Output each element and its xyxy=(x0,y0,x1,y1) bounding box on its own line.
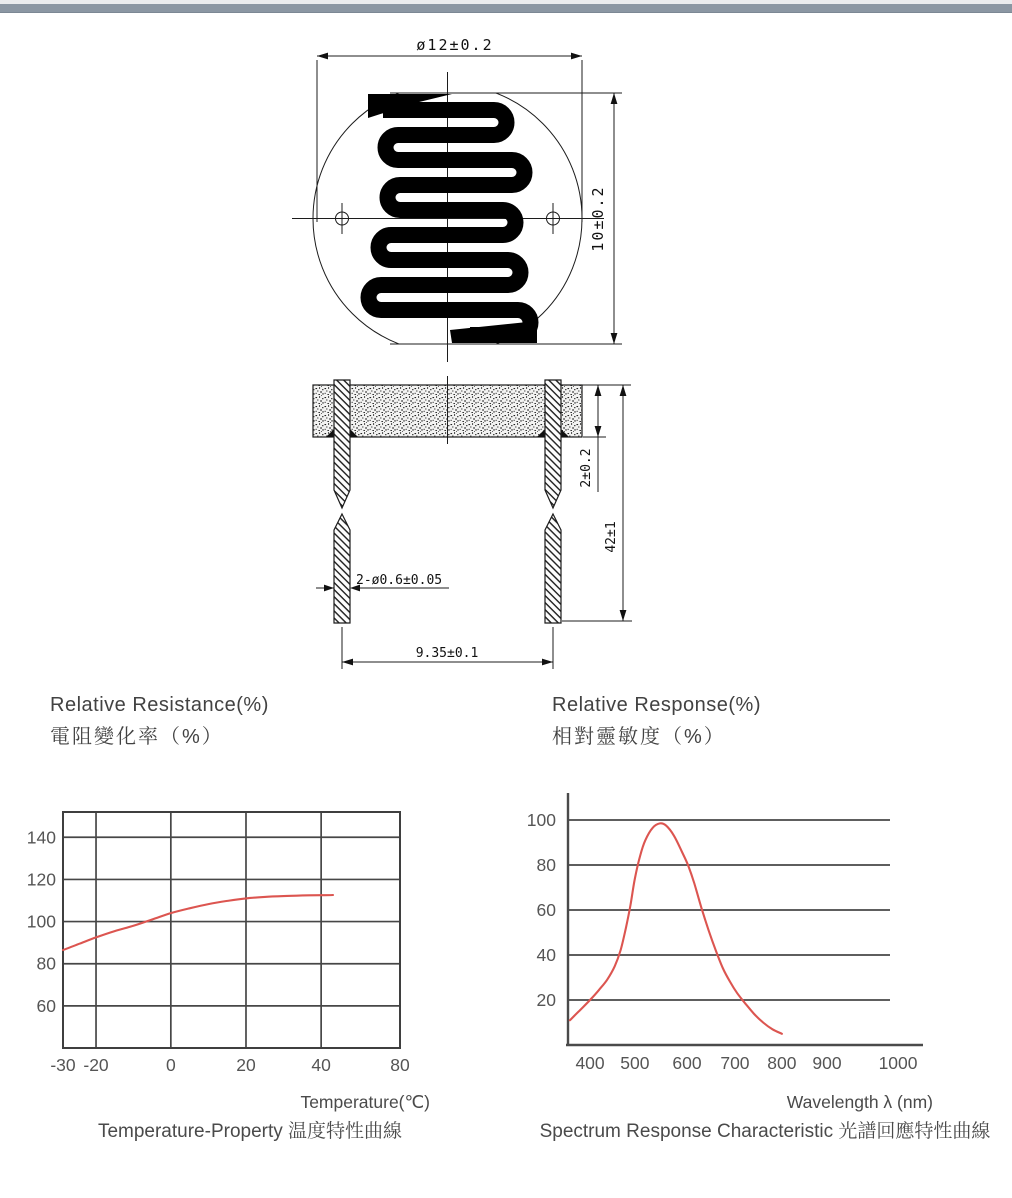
temperature-chart-caption: Temperature-Property 温度特性曲線 xyxy=(97,1121,403,1142)
wavelength-x-axis-label: Wavelength λ (nm) xyxy=(786,1092,933,1112)
temperature-chart-title-zh: 電阻變化率（%） xyxy=(50,726,224,748)
spectrum-chart-caption: Spectrum Response Characteristic 光譜回應特性曲線 xyxy=(539,1121,991,1142)
x-tick-label: 1000 xyxy=(878,1053,918,1073)
relative-response-vs-wavelength-curve xyxy=(570,823,782,1034)
dim-lead-length-label: 42±1 xyxy=(604,521,619,553)
y-tick-label: 100 xyxy=(526,810,556,830)
y-tick-label: 100 xyxy=(26,911,56,932)
temperature-chart-title-en: Relative Resistance(%) xyxy=(50,694,269,716)
y-tick-label: 60 xyxy=(536,900,556,920)
dim-body-thickness-label: 2±0.2 xyxy=(579,448,594,488)
x-tick-label: 0 xyxy=(165,1055,176,1075)
y-tick-label: 140 xyxy=(26,827,56,848)
x-tick-label: 700 xyxy=(720,1053,750,1073)
dim-lead-diameter-label: 2-ø0.6±0.05 xyxy=(356,573,443,588)
plot-frame xyxy=(63,812,400,1048)
x-tick-label: 80 xyxy=(390,1055,410,1075)
dim-flat-height-label: 10±0.2 xyxy=(589,185,607,252)
y-tick-label: 120 xyxy=(26,869,56,890)
y-tick-label: 80 xyxy=(36,953,56,974)
x-tick-label: -30 xyxy=(50,1055,76,1075)
temperature-x-axis-label: Temperature(℃) xyxy=(300,1092,430,1112)
relative-resistance-vs-temperature-curve xyxy=(63,895,333,950)
spectrum-chart-title-zh: 相對靈敏度（%） xyxy=(552,726,726,748)
spectrum-chart-title-en: Relative Response(%) xyxy=(552,694,761,716)
x-tick-label: 600 xyxy=(672,1053,702,1073)
y-tick-label: 40 xyxy=(536,945,556,965)
x-tick-label: 500 xyxy=(620,1053,650,1073)
y-tick-label: 60 xyxy=(36,995,56,1016)
x-tick-label: 400 xyxy=(575,1053,605,1073)
dim-lead-spacing-label: 9.35±0.1 xyxy=(415,646,479,661)
y-tick-label: 20 xyxy=(536,990,556,1010)
x-tick-label: 800 xyxy=(767,1053,797,1073)
x-tick-label: -20 xyxy=(83,1055,109,1075)
y-tick-label: 80 xyxy=(536,855,556,875)
x-tick-label: 20 xyxy=(236,1055,256,1075)
dim-diameter-label: ø12±0.2 xyxy=(416,36,494,54)
x-tick-label: 900 xyxy=(812,1053,842,1073)
x-tick-label: 40 xyxy=(311,1055,331,1075)
